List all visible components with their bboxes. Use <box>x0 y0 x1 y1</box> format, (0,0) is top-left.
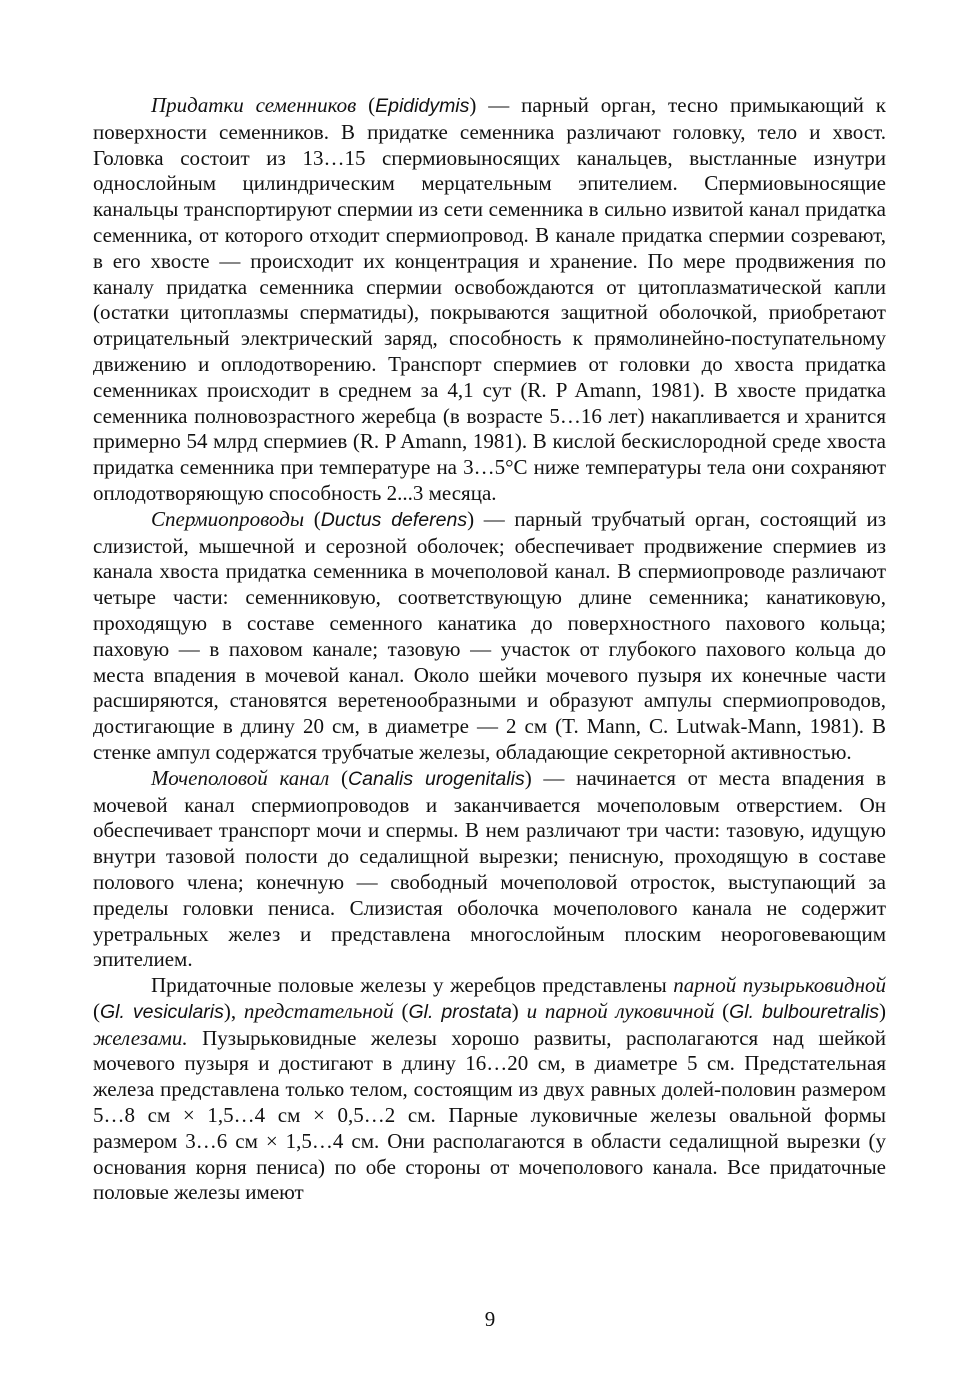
paragraph-body: — начинается от места впадения в мочевой канал спермиопроводов и заканчивается мочеполовым отверстием. Он обеспечивает транспорт мочи и спермы. В нем различают три части: тазовую, идущую внутри тазовой полости до седалищной вырезки; пенисную, проходящую в составе полового члена; конечную — свободный мочеполовой отросток, выступающий за пределы головки пениса. Слизистая оболочка мочеполового канала не содержит уретральных желез и представлена многослойным плоским неороговевающим эпителием. <box>93 765 886 972</box>
latin-bulbouretralis: Gl. bulbouretralis <box>729 1000 880 1023</box>
page-number: 9 <box>484 1307 496 1331</box>
paragraph-body: — парный трубчатый орган, состоящий из слизистой, мышечной и серозной оболочек; обеспечивает продвижение спермиев из канала хвоста придатка семенника в мочеполовой канал. В спермиопроводе различают четыре части: семенниковую, соответствующую длине семенника; канатиковую, проходящую в составе семенного канатика до поверхностного пахового кольца; паховую — в паховом канале; тазовую — участок от глубокого пахового кольца до места впадения в мочевой канал. Около шейки мочевого пузыря их конечные части расширяются, становятся веретенообразными и образуют ампулы спермиопроводов, достигающие в длину 20 см, в диаметре — 2 см (T. Mann, C. Lutwak-Mann, 1981). В стенке ампул содержатся трубчатые железы, обладающие секреторной активностью. <box>93 506 887 764</box>
latin-canalis-urogenitalis: Canalis urogenitalis <box>348 767 525 790</box>
paragraph-canalis-urogenitalis: Мочеполовой канал (Canalis urogenitalis) — начинается от места впадения в мочевой канал спермиопроводов и заканчивается мочеполовым отверстием. Он обеспечивает транспорт мочи и спермы. В нем различают три части: тазовую, идущую внутри тазовой полости до седалищной вырезки; пенисную, проходящую в составе полового члена; конечную — свободный мочеполовой отросток, выступающий за пределы головки пениса. Слизистая оболочка мочеполового канала не содержит уретральных желез и представлена многослойным плоским неороговевающим эпителием. <box>93 765 886 972</box>
latin-vesicularis: Gl. vesicularis <box>100 1000 224 1023</box>
term-prostate-gland: предстательной <box>243 998 394 1023</box>
latin-prostata: Gl. prostata <box>408 1000 512 1023</box>
latin-ductus-deferens: Ductus deferens <box>320 508 468 531</box>
paragraph-epididymis: Придатки семенников (Epididymis) — парный орган, тесно примыкающий к поверхности семенников. В придатке семенника различают головку, тело и хвост. Головка состоит из 13…15 спермиовыносящих канальцев, выстланные изнутри однослойным цилиндрическим мерцательным эпителием. Спермиовыносящие канальцы транспортируют спермии из сети семенника в сильно извитой канал придатка семенника, от которого отходит спермиопровод. В канале придатка спермии созревают, в его хвосте — происходит их концентрация и хранение. По мере продвижения по каналу придатка семенника спермии освобождаются от цитоплазматической капли (остатки цитоплазмы сперматиды), покрываются защитной оболочкой, приобретают отрицательный электрический заряд, способность к прямолинейно-поступательному движению и оплодотворению. Транспорт спермиев от головки до хвоста придатка семенниках происходит в среднем за 4,1 сут (R. P Amann, 1981). В хвосте придатка семенника полновозрастного жеребца (в возрасте 5…16 лет) накапливается и хранится примерно 54 млрд спермиев (R. P Amann, 1981). В кислой бескислородной среде хвоста придатка семенника при температуре на 3…5°С ниже температуры тела они сохраняют оплодотворяющую способность 2...3 месяца. <box>93 93 886 505</box>
latin-epididymis: Epididymis <box>375 95 470 117</box>
term-ductus-deferens: Спермиопроводы <box>151 506 305 531</box>
paragraph-body: — парный орган, тесно примыкающий к поверхности семенников. В придатке семенника различают головку, тело и хвост. Головка состоит из 13…15 спермиовыносящих канальцев, выстланные изнутри однослойным цилиндрическим мерцательным эпителием. Спермиовыносящие канальцы транспортируют спермии из сети семенника в сильно извитой канал придатка семенника, от которого отходит спермиопровод. В канале придатка спермии созревают, в его хвосте — происходит их концентрация и хранение. По мере продвижения по каналу придатка семенника спермии освобождаются от цитоплазматической капли (остатки цитоплазмы сперматиды), покрываются защитной оболочкой, приобретают отрицательный электрический заряд, способность к прямолинейно-поступательному движению и оплодотворению. Транспорт спермиев от головки до хвоста придатка семенниках происходит в среднем за 4,1 сут (R. P Amann, 1981). В хвосте придатка семенника полновозрастного жеребца (в возрасте 5…16 лет) накапливается и хранится примерно 54 млрд спермиев (R. P Amann, 1981). В кислой бескислородной среде хвоста придатка семенника при температуре на 3…5°С ниже температуры тела они сохраняют оплодотворяющую способность 2...3 месяца. <box>93 93 886 505</box>
paragraph-body: Пузырьковидные железы хорошо развиты, располагаются над шейкой мочевого пузыря и достигают в длину 16…20 см, в диаметре 5 см. Предстательная железа представлена только телом, состоящим из двух равных долей-половин размером 5…8 см × 1,5…4 см × 0,5…2 см. Парные луковичные железы овальной формы размером 3…6 см × 1,5…4 см. Они располагаются в области седалищной вырезки (у основания корня пениса) по обе стороны от мочеполового канала. Все придаточные половые железы имеют <box>93 1025 886 1205</box>
paragraph-ductus-deferens: Спермиопроводы (Ductus deferens) — парный трубчатый орган, состоящий из слизистой, мышечной и серозной оболочек; обеспечивает продвижение спермиев из канала хвоста придатка семенника в мочеполовой канал. В спермиопроводе различают четыре части: семенниковую, соответствующую длине семенника; канатиковую, проходящую в составе семенного канатика до поверхностного пахового кольца; паховую — в паховом канале; тазовую — участок от глубокого пахового кольца до места впадения в мочевой канал. Около шейки мочевого пузыря их конечные части расширяются, становятся веретенообразными и образуют ампулы спермиопроводов, достигающие в длину 20 см, в диаметре — 2 см (T. Mann, C. Lutwak-Mann, 1981). В стенке ампул содержатся трубчатые железы, обладающие секреторной активностью. <box>93 506 887 764</box>
paragraph-accessory-glands: Придаточные половые железы у жеребцов представлены парной пузырьковидной (Gl. vesicularis), предстательной (Gl. prostata) и парной луковичной (Gl. bulbouretralis) железами. Пузырьковидные железы хорошо развиты, располагаются над шейкой мочевого пузыря и достигают в длину 16…20 см, в диаметре 5 см. Предстательная железа представлена только телом, состоящим из двух равных долей-половин размером 5…8 см × 1,5…4 см × 0,5…2 см. Парные луковичные железы овальной формы размером 3…6 см × 1,5…4 см. Они располагаются в области седалищной вырезки (у основания корня пениса) по обе стороны от мочеполового канала. Все придаточные половые железы имеют <box>93 973 887 1205</box>
term-canalis-urogenitalis: Мочеполовой канал <box>151 765 330 790</box>
term-glands: железами. <box>93 1025 188 1050</box>
term-epididymis: Придатки семенников <box>151 93 357 117</box>
term-vesicular-gland: парной пузырьковидной <box>673 973 886 998</box>
term-bulbourethral-gland: и парной луковичной <box>526 998 715 1023</box>
body-text <box>93 93 886 1206</box>
paragraph-intro: Придаточные половые железы у жеребцов представлены <box>151 973 674 998</box>
